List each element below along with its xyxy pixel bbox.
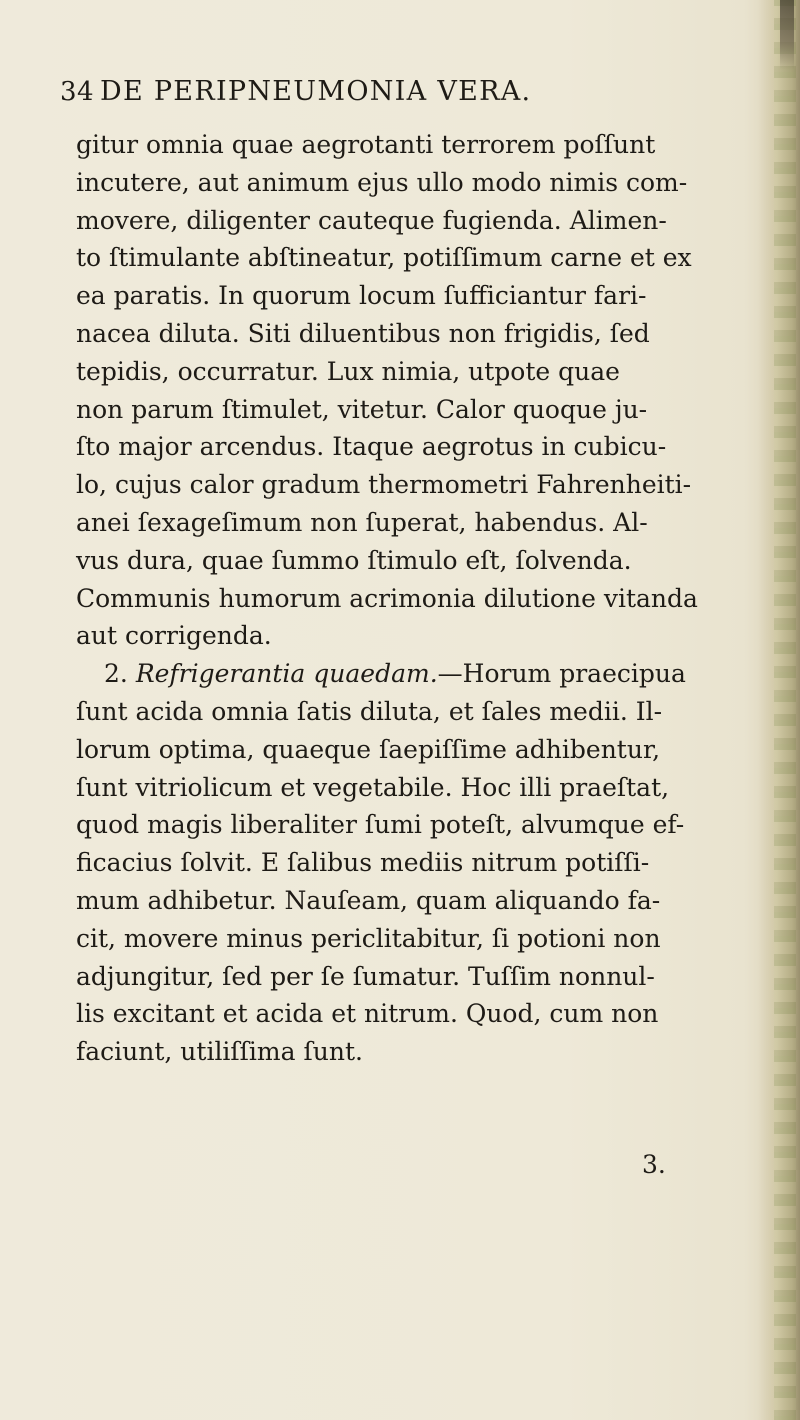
text-line: non parum ſtimulet, vitetur. Calor quoque ju-	[76, 394, 648, 424]
section-number: 2.	[104, 659, 128, 689]
body-text	[76, 126, 782, 1071]
text-line: aut corrigenda.	[76, 621, 272, 651]
text-line: faciunt, utiliſſima ſunt.	[76, 1037, 363, 1067]
catchword: 3.	[642, 1150, 666, 1179]
text-line: mum adhibetur. Nauſeam, quam aliquando fa-	[76, 885, 661, 915]
page-number: 34	[60, 77, 95, 107]
text-line: ſunt vitriolicum et vegetabile. Hoc illi praeſtat,	[76, 772, 670, 802]
text-line: ficacius ſolvit. E ſalibus mediis nitrum potiſſi-	[76, 848, 650, 878]
section-heading-line	[76, 655, 782, 693]
text-line: lo, cujus calor gradum thermometri Fahrenheiti-	[76, 470, 692, 500]
running-head: DE PERIPNEUMONIA VERA.	[100, 76, 532, 107]
section-heading: Refrigerantia quaedam.	[135, 659, 438, 689]
text-line: to ſtimulante abſtineatur, potiſſimum carne et ex	[76, 243, 692, 273]
text-line: Communis humorum acrimonia dilutione vitanda	[76, 583, 698, 613]
text-line: ea paratis. In quorum locum ſufficiantur fari-	[76, 281, 647, 311]
binding-mark	[780, 0, 794, 70]
text-line: movere, diligenter cauteque fugienda. Alimen-	[76, 205, 667, 235]
section-heading-continuation: —Horum praecipua	[437, 659, 686, 689]
text-line: nacea diluta. Siti diluentibus non frigidis, ſed	[76, 318, 650, 348]
text-line: gitur omnia quae aegrotanti terrorem poſſunt	[76, 130, 656, 159]
text-line: lorum optima, quaeque ſaepiſſime adhibentur,	[76, 734, 661, 764]
text-line: anei ſexageſimum non ſuperat, habendus. Al-	[76, 507, 648, 537]
text-line: ſunt acida omnia ſatis diluta, et ſales medii. Il-	[76, 696, 663, 726]
text-line: ſto major arcendus. Itaque aegrotus in cubicu-	[76, 432, 667, 462]
text-line: quod magis liberaliter ſumi poteſt, alvumque ef-	[76, 810, 685, 840]
text-line: incutere, aut animum ejus ullo modo nimis com-	[76, 167, 688, 197]
text-line: cit, movere minus periclitabitur, ſi potioni non	[76, 923, 661, 953]
text-line: tepidis, occurratur. Lux nimia, utpote quae	[76, 356, 620, 386]
text-line: vus dura, quae ſummo ſtimulo eſt, ſolvenda.	[76, 545, 632, 575]
text-line: adjungitur, ſed per ſe ſumatur. Tuſſim nonnul-	[76, 961, 655, 991]
text-line: lis excitant et acida et nitrum. Quod, cum non	[76, 999, 659, 1029]
